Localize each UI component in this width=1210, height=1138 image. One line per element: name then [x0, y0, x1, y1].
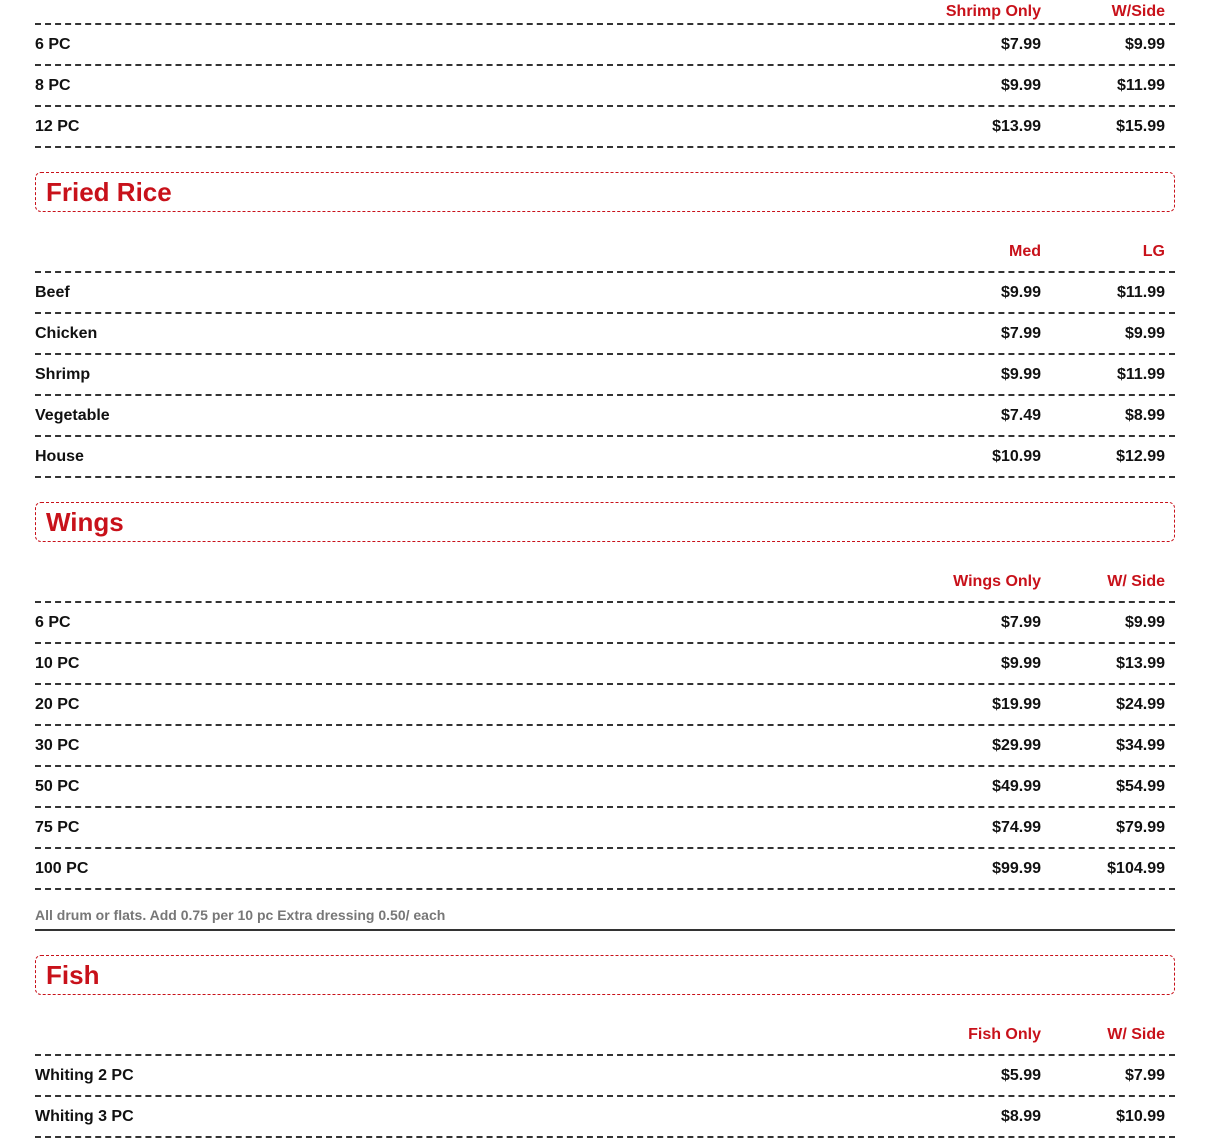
section-title-fried-rice: Fried Rice — [35, 172, 1175, 212]
item-name: 75 PC — [35, 819, 80, 836]
fish-header-row — [35, 1015, 1175, 1056]
fried-rice-col2-header: LG — [1142, 243, 1165, 260]
menu-page — [35, 0, 1175, 1138]
menu-item-row — [35, 767, 1175, 808]
menu-item-row — [35, 25, 1175, 66]
item-price-1: $7.99 — [1000, 614, 1041, 631]
item-price-2: $12.99 — [1116, 448, 1165, 465]
item-price-1: $10.99 — [992, 448, 1041, 465]
item-price-2: $104.99 — [1107, 860, 1165, 877]
wings-header-row — [35, 562, 1175, 603]
item-price-2: $11.99 — [1116, 366, 1165, 383]
menu-item-row — [35, 66, 1175, 107]
item-name: 10 PC — [35, 655, 80, 672]
item-price-2: $24.99 — [1116, 696, 1165, 713]
item-price-2: $7.99 — [1124, 1067, 1165, 1084]
fried-rice-col1-header: Med — [1009, 243, 1041, 260]
item-price-2: $13.99 — [1116, 655, 1165, 672]
item-name: Whiting 3 PC — [35, 1108, 134, 1125]
item-price-2: $8.99 — [1124, 407, 1165, 424]
item-price-1: $9.99 — [1000, 366, 1041, 383]
item-name: Chicken — [35, 325, 98, 342]
item-price-1: $13.99 — [992, 118, 1041, 135]
menu-item-row — [35, 644, 1175, 685]
item-price-1: $9.99 — [1000, 284, 1041, 301]
menu-item-row — [35, 396, 1175, 437]
item-price-1: $29.99 — [992, 737, 1041, 754]
item-price-2: $11.99 — [1116, 77, 1165, 94]
menu-item-row — [35, 107, 1175, 148]
menu-item-row — [35, 685, 1175, 726]
item-price-1: $7.99 — [1000, 36, 1041, 53]
item-price-1: $9.99 — [1000, 77, 1041, 94]
item-price-1: $7.99 — [1000, 325, 1041, 342]
item-name: Vegetable — [35, 407, 110, 424]
item-price-1: $19.99 — [992, 696, 1041, 713]
item-price-1: $7.49 — [1000, 407, 1041, 424]
item-price-1: $99.99 — [992, 860, 1041, 877]
fish-col2-header: W/ Side — [1107, 1026, 1165, 1043]
item-name: Shrimp — [35, 366, 91, 383]
item-price-1: $9.99 — [1000, 655, 1041, 672]
item-price-2: $9.99 — [1124, 325, 1165, 342]
menu-item-row — [35, 849, 1175, 890]
wings-col2-header: W/ Side — [1107, 573, 1165, 590]
menu-item-row — [35, 355, 1175, 396]
item-name: 6 PC — [35, 614, 71, 631]
item-name: 100 PC — [35, 860, 89, 877]
menu-item-row — [35, 437, 1175, 478]
item-name: 12 PC — [35, 118, 80, 135]
item-name: Whiting 2 PC — [35, 1067, 134, 1084]
item-price-2: $15.99 — [1116, 118, 1165, 135]
menu-item-row — [35, 808, 1175, 849]
wings-note: All drum or flats. Add 0.75 per 10 pc Extra dressing 0.50/ each — [35, 907, 446, 923]
fried-rice-header-row — [35, 232, 1175, 273]
item-name: 6 PC — [35, 36, 71, 53]
shrimp-col2-header: W/Side — [1111, 3, 1165, 20]
menu-item-row — [35, 1056, 1175, 1097]
item-name: 8 PC — [35, 77, 71, 94]
menu-item-row — [35, 1097, 1175, 1138]
shrimp-header-row — [35, 0, 1175, 25]
shrimp-col1-header: Shrimp Only — [945, 3, 1041, 20]
menu-item-row — [35, 603, 1175, 644]
item-price-2: $9.99 — [1124, 36, 1165, 53]
menu-item-row — [35, 314, 1175, 355]
fish-col1-header: Fish Only — [968, 1026, 1041, 1043]
item-price-2: $54.99 — [1116, 778, 1165, 795]
item-price-1: $74.99 — [992, 819, 1041, 836]
item-name: 50 PC — [35, 778, 80, 795]
item-price-2: $9.99 — [1124, 614, 1165, 631]
item-name: 20 PC — [35, 696, 80, 713]
item-name: Beef — [35, 284, 70, 301]
item-price-2: $34.99 — [1116, 737, 1165, 754]
wings-note-row — [35, 890, 1175, 931]
wings-col1-header: Wings Only — [953, 573, 1041, 590]
item-price-2: $10.99 — [1116, 1108, 1165, 1125]
item-price-2: $11.99 — [1116, 284, 1165, 301]
item-name: 30 PC — [35, 737, 80, 754]
item-price-1: $5.99 — [1000, 1067, 1041, 1084]
menu-item-row — [35, 273, 1175, 314]
item-price-2: $79.99 — [1116, 819, 1165, 836]
section-title-fish: Fish — [35, 955, 1175, 995]
item-name: House — [35, 448, 84, 465]
item-price-1: $49.99 — [992, 778, 1041, 795]
section-title-wings: Wings — [35, 502, 1175, 542]
menu-item-row — [35, 726, 1175, 767]
item-price-1: $8.99 — [1000, 1108, 1041, 1125]
